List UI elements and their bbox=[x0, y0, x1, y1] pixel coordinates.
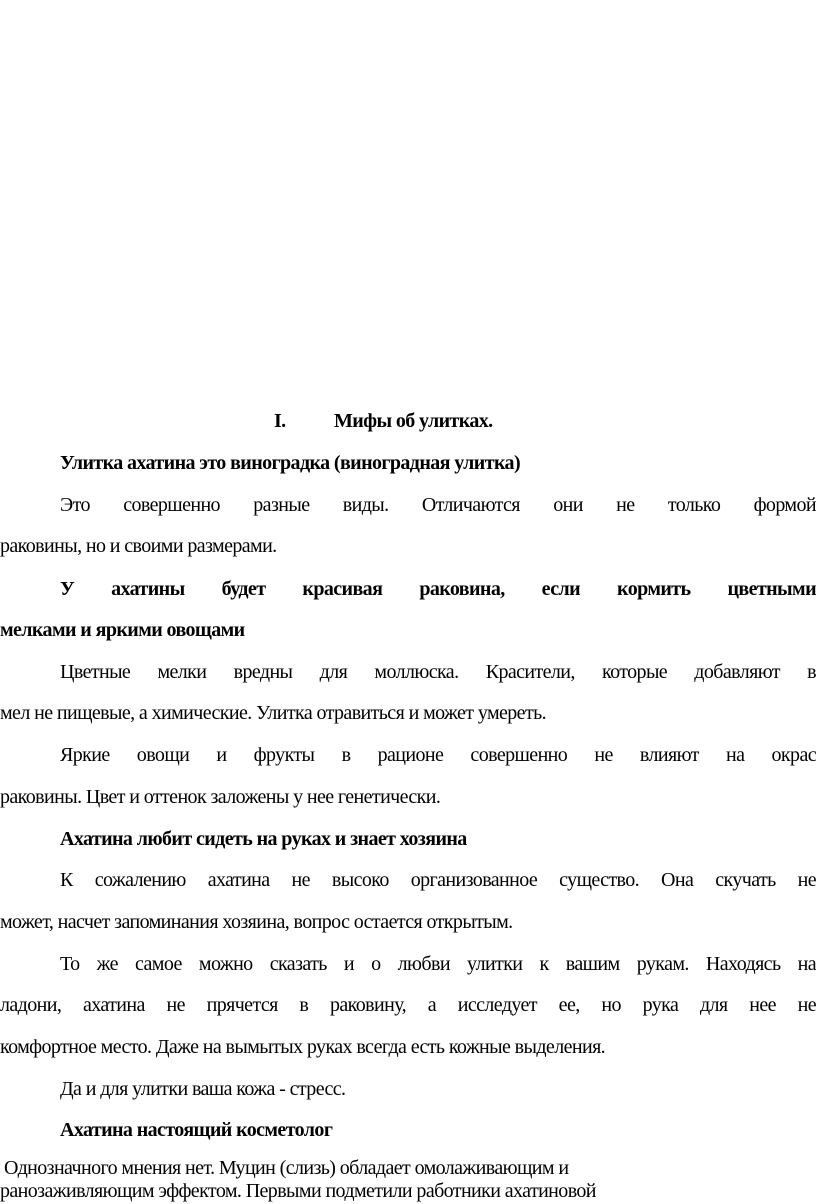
paragraph-line: раковины, но и своими размерами. bbox=[0, 535, 277, 557]
section-title: Мифы об улитках. bbox=[334, 410, 493, 432]
paragraph-line: Яркие овощи и фрукты в рационе совершенно не влияют на окрас bbox=[60, 744, 816, 766]
subheading-myth-4: Ахатина настоящий косметолог bbox=[60, 1119, 333, 1141]
subheading-myth-1: Улитка ахатина это виноградка (виноградная улитка) bbox=[60, 452, 521, 474]
subheading-myth-2: У ахатины будет красивая раковина, если кормить цветными bbox=[60, 578, 816, 600]
paragraph-line: Да и для улитки ваша кожа - стресс. bbox=[60, 1078, 346, 1100]
paragraph-line: комфортное место. Даже на вымытых руках всегда есть кожные выделения. bbox=[0, 1036, 606, 1058]
paragraph-line: может, насчет запоминания хозяина, вопрос остается открытым. bbox=[0, 911, 513, 933]
paragraph-line: раковины. Цвет и оттенок заложены у нее генетически. bbox=[0, 786, 441, 808]
paragraph-line: К сожалению ахатина не высоко организованное существо. Она скучать не bbox=[60, 869, 816, 891]
paragraph-line: То же самое можно сказать и о любви улитки к вашим рукам. Находясь на bbox=[60, 953, 816, 975]
subheading-myth-2-cont: мелками и яркими овощами bbox=[0, 619, 245, 641]
paragraph-line: Это совершенно разные виды. Отличаются они не только формой bbox=[60, 494, 816, 516]
paragraph-line: Цветные мелки вредны для моллюска. Красители, которые добавляют в bbox=[60, 661, 816, 683]
paragraph-line: ранозаживляющим эффектом. Первыми подметили работники ахатиновой bbox=[0, 1180, 596, 1202]
paragraph-line: ладони, ахатина не прячется в раковину, а исследует ее, но рука для нее не bbox=[0, 994, 816, 1016]
paragraph-line: Однозначного мнения нет. Муцин (слизь) обладает омолаживающим и bbox=[4, 1157, 569, 1179]
paragraph-line: мел не пищевые, а химические. Улитка отравиться и может умереть. bbox=[0, 702, 547, 724]
section-number: I. bbox=[274, 410, 286, 432]
subheading-myth-3: Ахатина любит сидеть на руках и знает хозяина bbox=[60, 828, 467, 850]
